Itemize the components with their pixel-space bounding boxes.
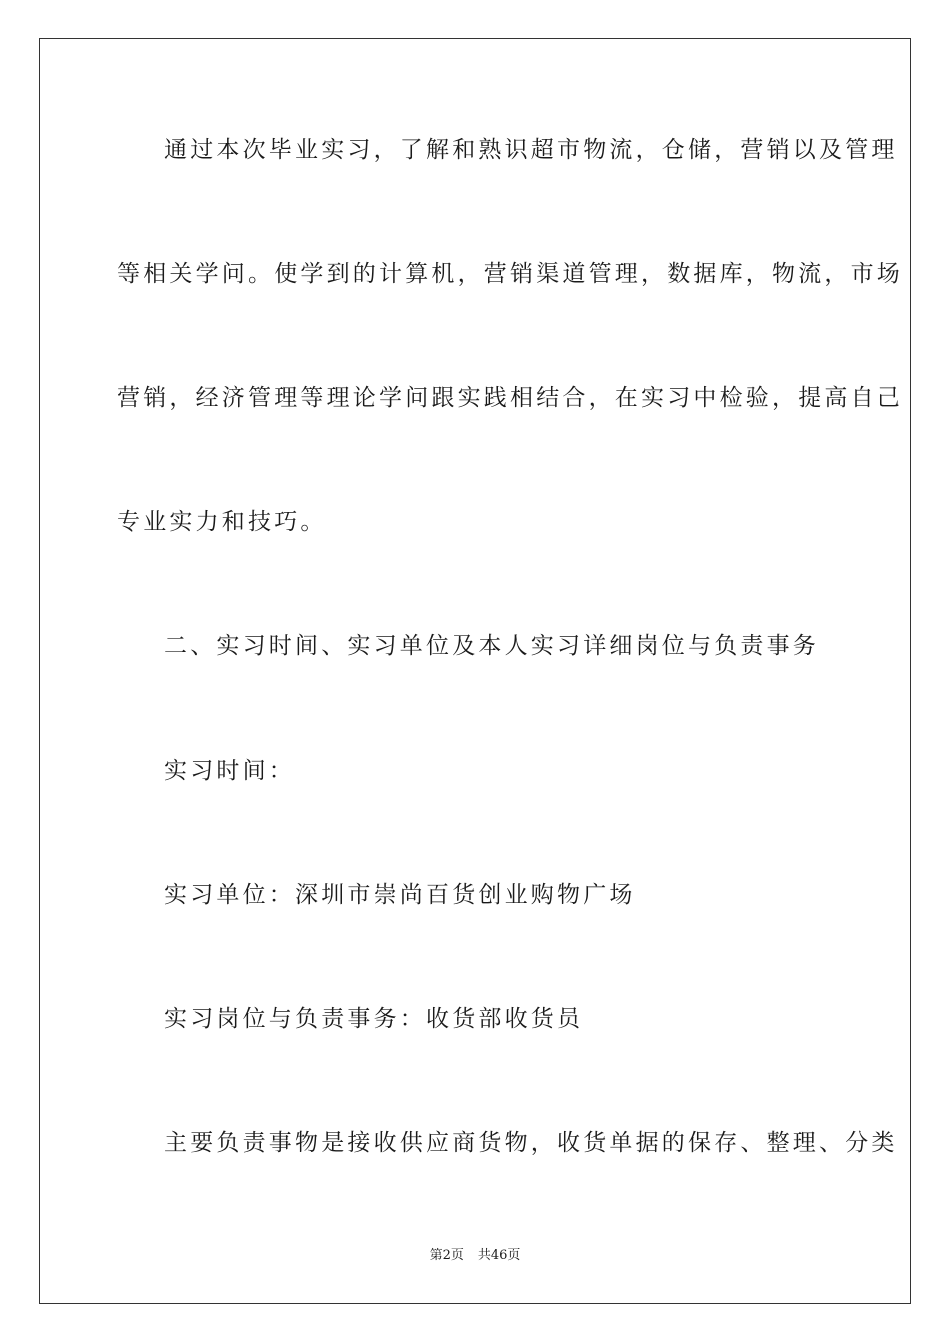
internship-position: 实习岗位与负责事务：收货部收货员 <box>164 1006 584 1032</box>
section-heading: 二、实习时间、实习单位及本人实习详细岗位与负责事务 <box>164 633 819 659</box>
paragraph-line: 专业实力和技巧。 <box>117 509 327 535</box>
paragraph-line: 等相关学问。使学到的计算机，营销渠道管理，数据库，物流，市场 <box>117 261 903 287</box>
paragraph-line: 通过本次毕业实习，了解和熟识超市物流，仓储，营销以及管理 <box>164 137 898 163</box>
page-footer <box>0 1247 950 1265</box>
paragraph-line: 营销，经济管理等理论学问跟实践相结合，在实习中检验，提高自己 <box>117 385 903 411</box>
total-pages: 共46页 <box>477 1248 521 1263</box>
page-border <box>39 38 911 1304</box>
internship-time: 实习时间： <box>164 758 295 784</box>
page-number: 第2页 <box>429 1248 464 1263</box>
internship-unit: 实习单位：深圳市崇尚百货创业购物广场 <box>164 882 636 908</box>
paragraph-line: 主要负责事物是接收供应商货物，收货单据的保存、整理、分类 <box>164 1130 898 1156</box>
